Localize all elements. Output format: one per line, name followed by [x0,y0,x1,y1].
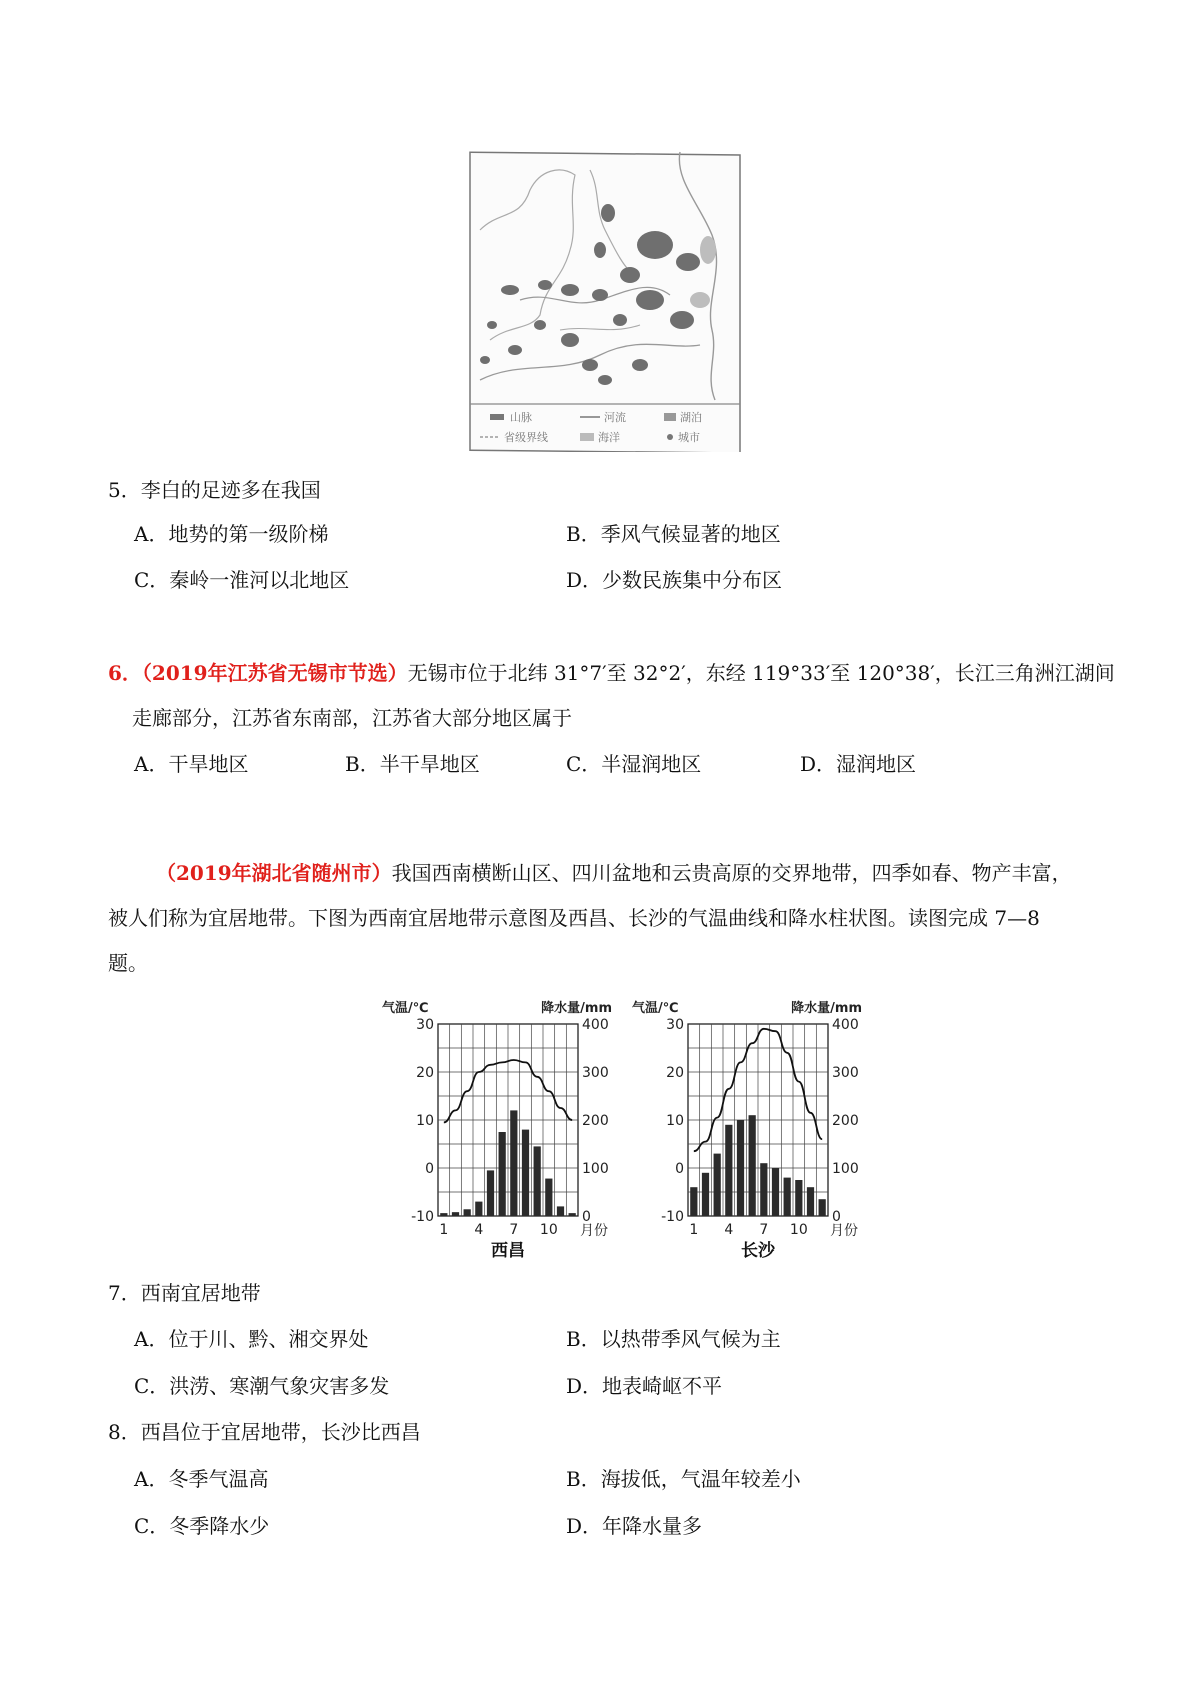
map-legend-label: 河流 [604,411,626,424]
precipitation-tick-label: 300 [832,1065,859,1081]
question-5-stem: 5．李白的足迹多在我国 [108,478,321,502]
q5-option-a[interactable]: A．地势的第一级阶梯 [134,522,329,546]
q7-option-a[interactable]: A．位于川、黔、湘交界处 [134,1327,369,1351]
temperature-tick-label: 10 [416,1113,434,1129]
precipitation-tick-label: 0 [582,1209,591,1225]
precipitation-bar [760,1163,767,1216]
temperature-tick-label: 20 [416,1065,434,1081]
precipitation-bar [534,1146,541,1216]
month-tick-label: 10 [539,1222,558,1238]
temperature-tick-label: 20 [666,1065,684,1081]
q5-option-b[interactable]: B．季风气候显著的地区 [566,522,781,546]
temperature-axis-label: 气温/℃ [382,1001,429,1016]
precipitation-bar [569,1213,576,1216]
precipitation-bar [784,1178,791,1216]
month-tick-label: 1 [689,1222,699,1238]
precipitation-tick-label: 200 [582,1113,609,1129]
precipitation-bar [702,1173,709,1216]
precipitation-bar [725,1125,732,1216]
chart-title: 西昌 [491,1241,525,1261]
passage-text: 我国西南横断山区、四川盆地和云贵高原的交界地带，四季如春、物产丰富， [391,861,1072,885]
precipitation-bar [440,1213,447,1216]
month-tick-label: 4 [474,1222,484,1238]
month-tick-label: 10 [789,1222,808,1238]
q5-option-d[interactable]: D．少数民族集中分布区 [566,568,783,592]
month-tick-label: 4 [724,1222,734,1238]
precipitation-axis-label: 降水量/mm [541,1001,612,1016]
chart-title: 长沙 [741,1241,775,1261]
precipitation-bar [795,1180,802,1216]
q6-option-a[interactable]: A．干旱地区 [134,752,249,776]
map-legend-label: 城市 [678,431,700,444]
precipitation-bar [749,1115,756,1216]
climate-charts [380,996,870,1266]
precipitation-bar [487,1170,494,1216]
temperature-tick-label: 0 [675,1161,684,1177]
question-7-stem: 7．西南宜居地带 [108,1281,261,1305]
precipitation-tick-label: 100 [832,1161,859,1177]
passage-line-3: 题。 [108,951,148,975]
q8-option-b[interactable]: B．海拔低，气温年较差小 [566,1467,801,1491]
q8-option-d[interactable]: D．年降水量多 [566,1514,703,1538]
precipitation-bar [499,1132,506,1216]
temperature-tick-label: -10 [411,1209,434,1225]
q7-option-b[interactable]: B．以热带季风气候为主 [566,1327,781,1351]
month-tick-label: 7 [759,1222,769,1238]
climate-chart-svg [380,996,870,1266]
month-tick-label: 1 [439,1222,449,1238]
map-legend-label: 湖泊 [680,411,702,424]
temperature-axis-label: 气温/℃ [632,1001,679,1016]
precipitation-bar [510,1110,517,1216]
precipitation-bar [819,1199,826,1216]
month-tick-label: 7 [509,1222,519,1238]
passage-source: （2019年湖北省随州市） [156,861,392,885]
precipitation-tick-label: 400 [832,1017,859,1033]
map-legend-label: 山脉 [510,411,532,424]
month-axis-label: 月份 [580,1223,608,1239]
temperature-tick-label: -10 [661,1209,684,1225]
q6-option-d[interactable]: D．湿润地区 [800,752,917,776]
china-map-figure [450,150,750,452]
map-image [450,150,750,452]
question-number: 6． [108,661,142,685]
map-legend-label: 海洋 [598,431,620,444]
q7-option-d[interactable]: D．地表崎岖不平 [566,1374,723,1398]
precipitation-bar [557,1206,564,1216]
question-source: （2019年江苏省无锡市节选） [141,661,408,685]
precipitation-tick-label: 400 [582,1017,609,1033]
precipitation-bar [714,1154,721,1216]
precipitation-bar [690,1187,697,1216]
question-6-stem: 无锡市位于北纬 31°7′至 32°2′，东经 119°33′至 120°38′，长江三角洲江湖间 [407,661,1115,685]
temperature-tick-label: 0 [425,1161,434,1177]
question-6-line-2: 走廊部分，江苏省东南部，江苏省大部分地区属于 [132,706,572,730]
q6-option-b[interactable]: B．半干旱地区 [345,752,480,776]
passage-line-1 [156,861,1072,885]
q8-option-a[interactable]: A．冬季气温高 [134,1467,269,1491]
precipitation-tick-label: 0 [832,1209,841,1225]
precipitation-bar [737,1120,744,1216]
passage-line-2: 被人们称为宜居地带。下图为西南宜居地带示意图及西昌、长沙的气温曲线和降水柱状图。读图完成 7—8 [108,906,1040,930]
question-6-line-1 [108,661,1115,685]
precipitation-bar [464,1209,471,1216]
precipitation-tick-label: 200 [832,1113,859,1129]
precipitation-tick-label: 100 [582,1161,609,1177]
precipitation-bar [807,1187,814,1216]
q6-option-c[interactable]: C．半湿润地区 [566,752,702,776]
map-legend-label: 省级界线 [504,431,548,444]
precipitation-bar [475,1202,482,1216]
precipitation-bar [545,1179,552,1216]
precipitation-bar [522,1130,529,1216]
q5-option-c[interactable]: C．秦岭一淮河以北地区 [134,568,350,592]
question-8-stem: 8．西昌位于宜居地带，长沙比西昌 [108,1420,421,1444]
temperature-tick-label: 10 [666,1113,684,1129]
precipitation-bar [772,1168,779,1216]
month-axis-label: 月份 [830,1223,858,1239]
temperature-tick-label: 30 [666,1017,684,1033]
precipitation-tick-label: 300 [582,1065,609,1081]
precipitation-axis-label: 降水量/mm [791,1001,862,1016]
q7-option-c[interactable]: C．洪涝、寒潮气象灾害多发 [134,1374,390,1398]
temperature-tick-label: 30 [416,1017,434,1033]
precipitation-bar [452,1212,459,1216]
q8-option-c[interactable]: C．冬季降水少 [134,1514,270,1538]
